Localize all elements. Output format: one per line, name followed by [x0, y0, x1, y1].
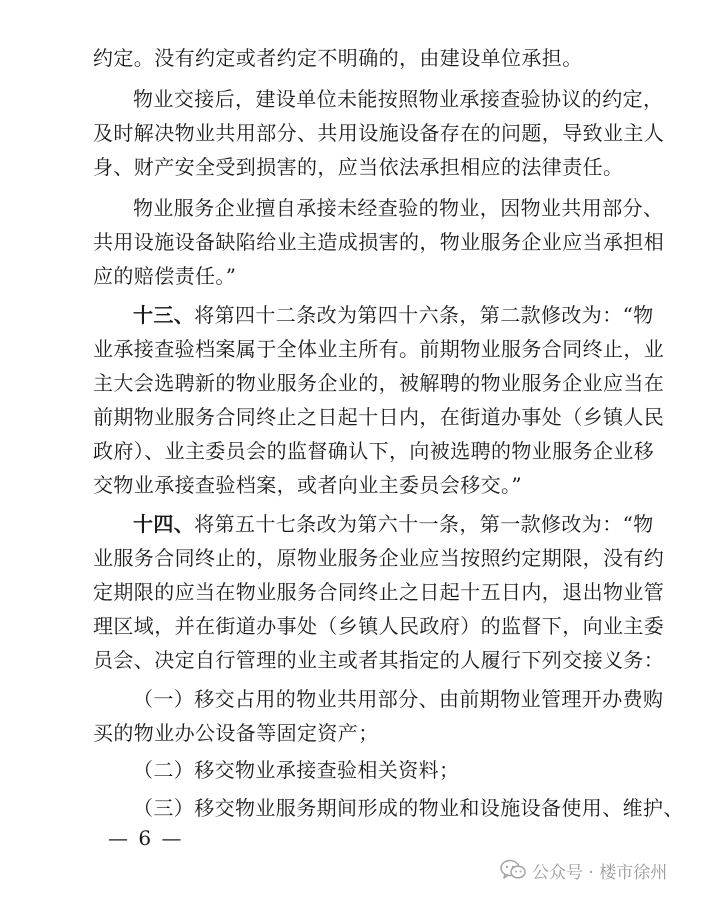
text-line: 交物业承接查验档案，或者向业主委员会移交。” — [93, 473, 523, 497]
text-line: 十三、将第四十二条改为第四十六条，第二款修改为：“物 — [133, 303, 654, 327]
text-line: 政府）、业主委员会的监督确认下，向被选聘的物业服务企业移 — [93, 439, 655, 463]
text-line: 物业交接后，建设单位未能按照物业承接查验协议的约定， — [133, 87, 664, 111]
text-line: （一）移交占用的物业共用部分、由前期物业管理开办费购 — [133, 687, 664, 711]
text-line: 及时解决物业共用部分、共用设施设备存在的问题，导致业主人 — [93, 121, 665, 145]
section-number: 十四、 — [133, 512, 195, 536]
text-line: 业承接查验档案属于全体业主所有。前期物业服务合同终止，业 — [93, 337, 665, 361]
watermark — [500, 856, 667, 884]
wechat-icon — [500, 859, 526, 881]
text-line: （二）移交物业承接查验相关资料； — [133, 758, 460, 782]
text-line: 主大会选聘新的物业服务企业的，被解聘的物业服务企业应当在 — [93, 371, 665, 395]
section-number: 十三、 — [133, 303, 195, 327]
watermark-text: 公众号 · 楼市徐州 — [532, 862, 668, 883]
text-line: （三）移交物业服务期间形成的物业和设施设备使用、维护、 — [133, 796, 684, 820]
text-line: 共用设施设备缺陷给业主造成损害的，物业服务企业应当承担相 — [93, 230, 665, 254]
text-line: 前期物业服务合同终止之日起十日内，在街道办事处（乡镇人民 — [93, 405, 665, 429]
text-line: 理区域，并在街道办事处（乡镇人民政府）的监督下，向业主委 — [93, 614, 665, 638]
text-line: 买的物业办公设备等固定资产； — [93, 721, 379, 745]
text-line: 约定。没有约定或者约定不明确的，由建设单位承担。 — [93, 46, 583, 70]
page-number: — 6 — — [108, 826, 184, 850]
text-line: 定期限的应当在物业服务合同终止之日起十五日内，退出物业管 — [93, 580, 665, 604]
text-line: 十四、将第五十七条改为第六十一条，第一款修改为：“物 — [133, 512, 654, 536]
text-line: 员会、决定自行管理的业主或者其指定的人履行下列交接义务： — [93, 648, 665, 672]
text-line: 业服务合同终止的，原物业服务企业应当按照约定期限，没有约 — [93, 546, 665, 570]
text-line: 应的赔偿责任。” — [93, 264, 237, 288]
text-line: 物业服务企业擅自承接未经查验的物业，因物业共用部分、 — [133, 196, 664, 220]
text-line: 身、财产安全受到损害的，应当依法承担相应的法律责任。 — [93, 155, 624, 179]
